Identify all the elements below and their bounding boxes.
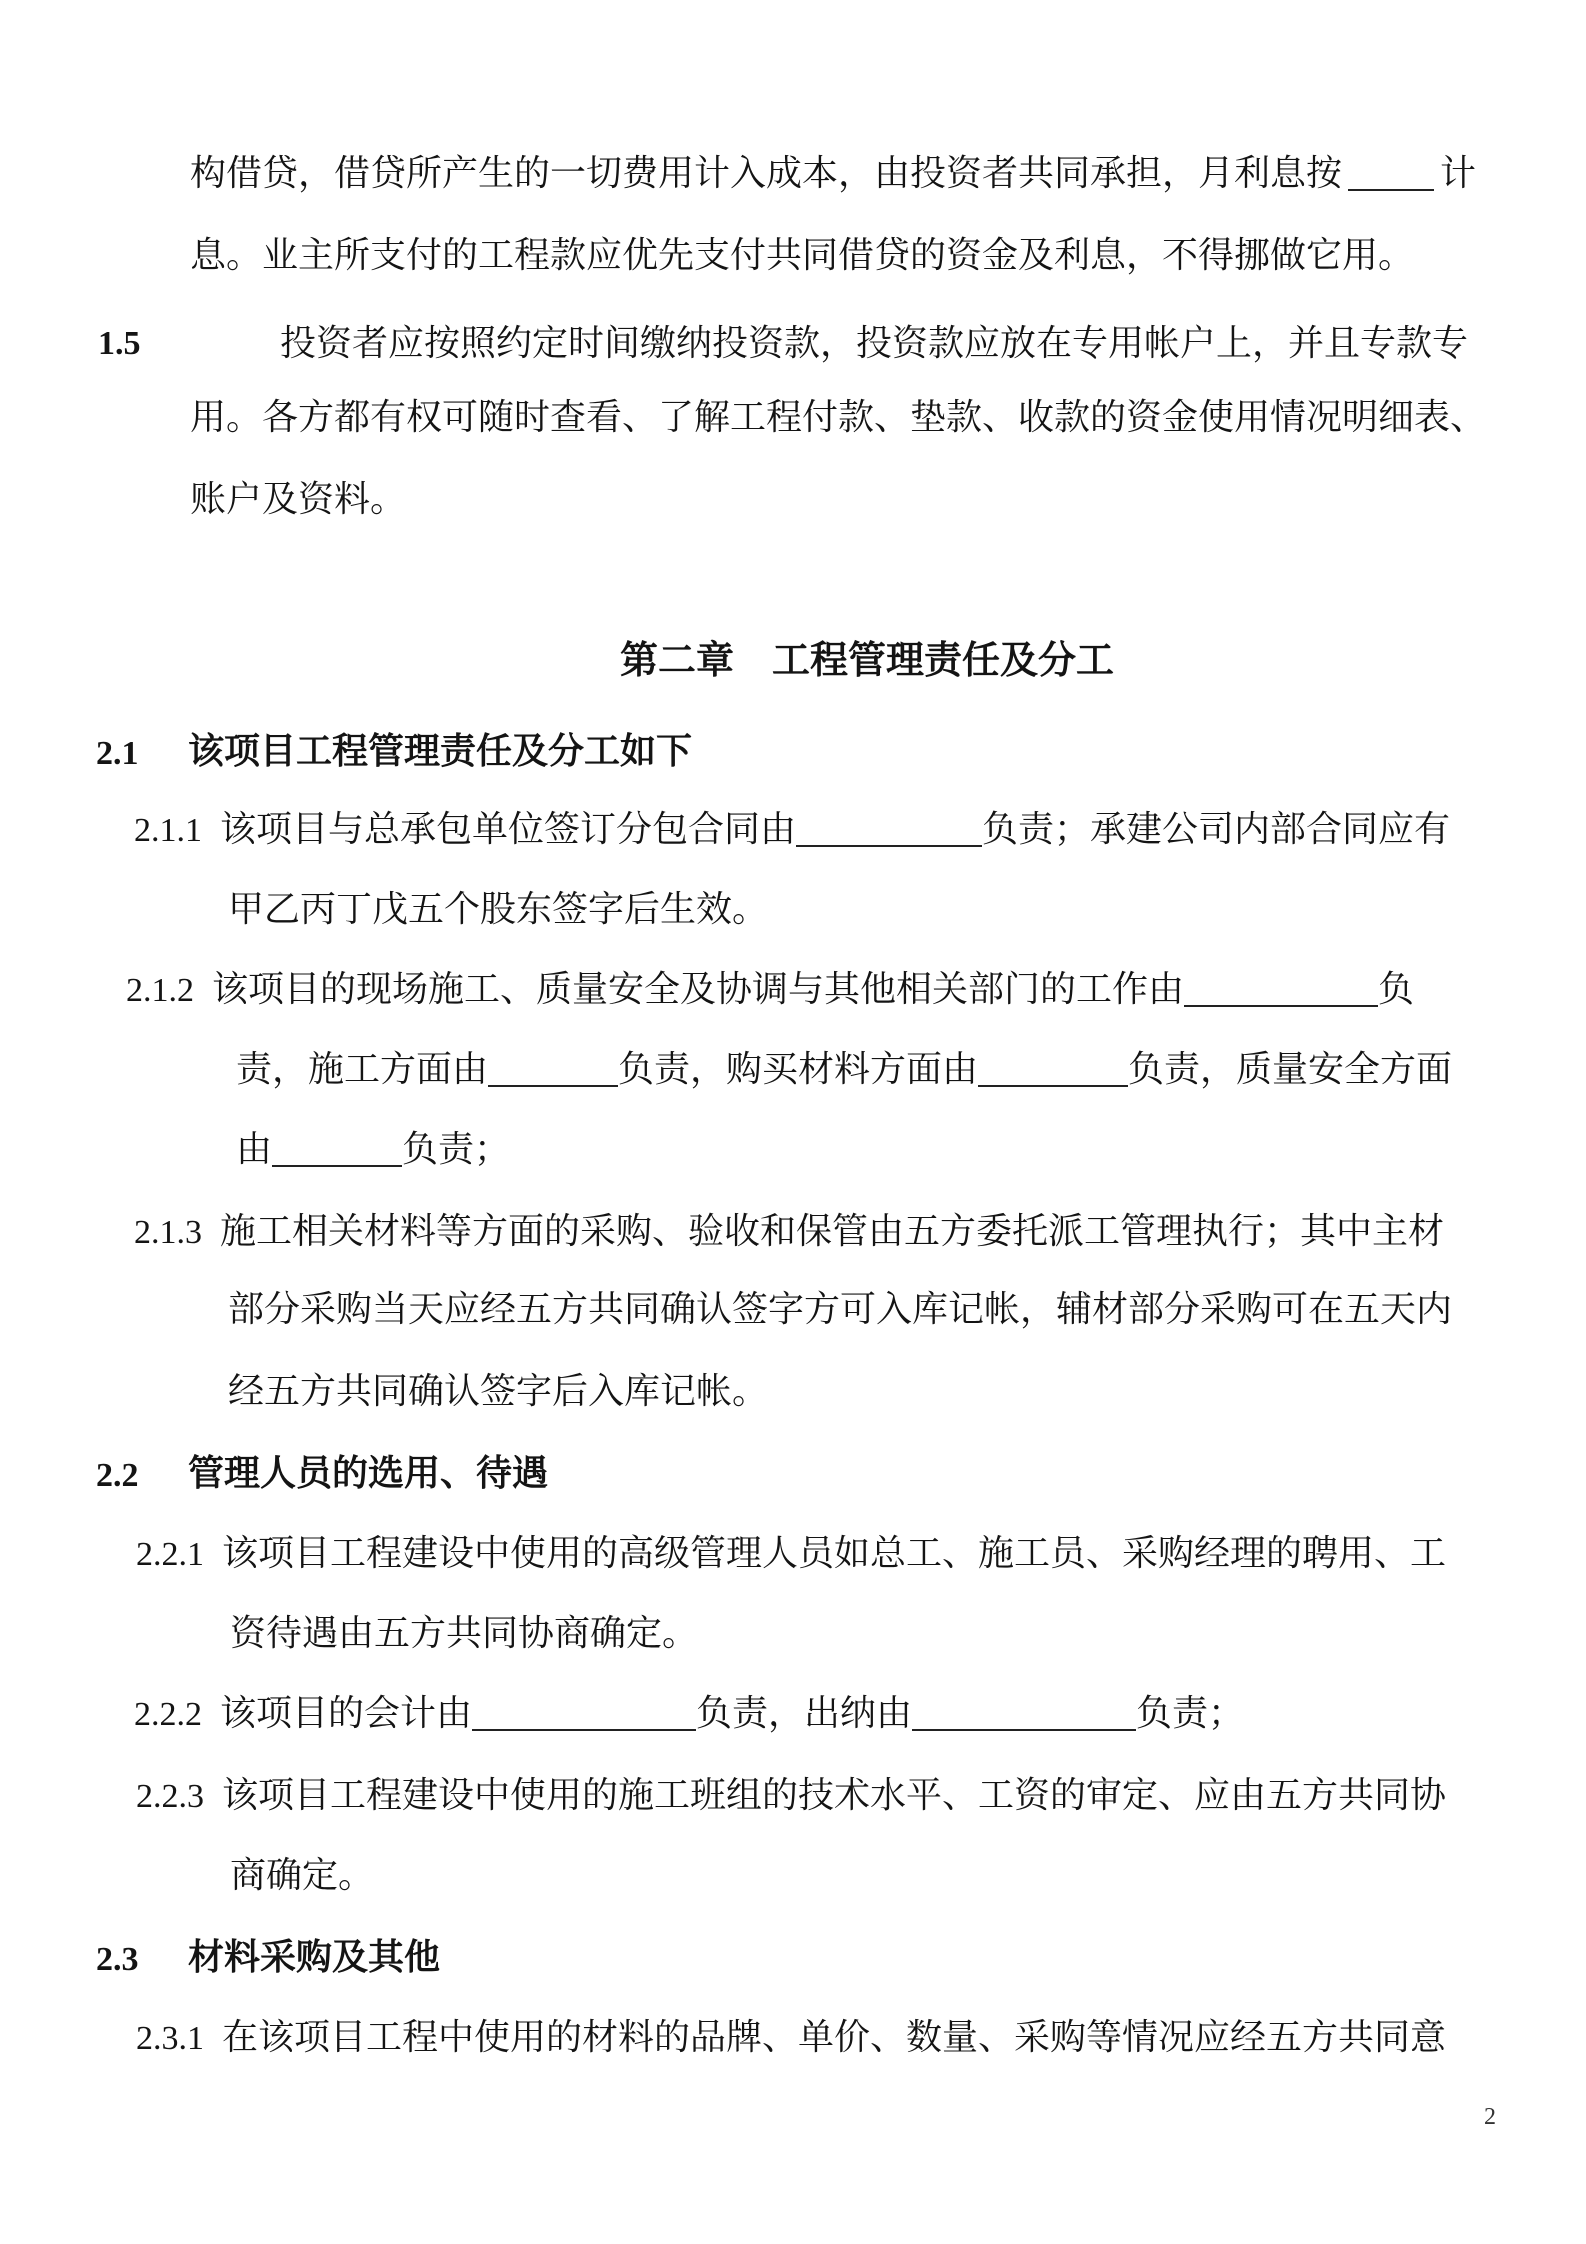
item-number: 2.1.1	[134, 812, 202, 849]
item-number: 2.2.3	[136, 1778, 204, 1815]
paragraph-line: 商确定。	[230, 1855, 375, 1896]
text-line: 由	[236, 1129, 273, 1170]
text-line: 该项目与总承包单位签订分包合同由	[220, 809, 797, 850]
paragraph-line	[136, 1776, 1446, 1817]
page-number: 2	[1484, 2104, 1496, 2130]
text-line: 负责，质量安全方面	[1128, 1049, 1453, 1090]
item-number: 2.1.3	[134, 1214, 202, 1251]
text-line: 责，施工方面由	[236, 1049, 489, 1090]
chapter-heading: 第二章 工程管理责任及分工	[620, 638, 1115, 682]
text-line: 负责，出纳由	[696, 1693, 913, 1734]
text-line: 构借贷，借贷所产生的一切费用计入成本，由投资者共同承担，月利息按	[190, 153, 1343, 194]
section-heading: 材料采购及其他	[188, 1937, 441, 1978]
item-number: 2.2.2	[134, 1696, 202, 1733]
text-line: 该项目工程建设中使用的施工班组的技术水平、工资的审定、应由五方共同协	[222, 1775, 1447, 1816]
paragraph-line	[190, 154, 1476, 194]
fill-in-blank	[1184, 971, 1378, 1007]
paragraph-line	[136, 2018, 1446, 2059]
text-line: 负责；	[402, 1129, 511, 1170]
fill-in-blank	[272, 1131, 402, 1167]
section-number: 2.2	[96, 1457, 139, 1494]
text-line: 负责，购买材料方面由	[618, 1049, 979, 1090]
fill-in-blank	[488, 1051, 618, 1087]
text-line: 该项目的现场施工、质量安全及协调与其他相关部门的工作由	[212, 969, 1185, 1010]
paragraph-line: 账户及资料。	[190, 479, 407, 520]
paragraph-line: 用。各方都有权可随时查看、了解工程付款、垫款、收款的资金使用情况明细表、	[190, 397, 1487, 438]
fill-in-blank	[1348, 155, 1434, 191]
fill-in-blank	[472, 1695, 696, 1731]
item-number: 2.3.1	[136, 2020, 204, 2057]
text-line: 该项目工程建设中使用的高级管理人员如总工、施工员、采购经理的聘用、工	[222, 1533, 1447, 1574]
paragraph-line: 投资者应按照约定时间缴纳投资款，投资款应放在专用帐户上，并且专款专	[280, 323, 1469, 364]
paragraph-line	[236, 1130, 510, 1170]
paragraph-line	[134, 810, 1450, 851]
text-line: 施工相关材料等方面的采购、验收和保管由五方委托派工管理执行；其中主材	[220, 1211, 1445, 1252]
paragraph-line	[134, 1694, 1244, 1735]
text-line: 负责；承建公司内部合同应有	[982, 809, 1451, 850]
text-line: 该项目的会计由	[220, 1693, 473, 1734]
paragraph-line	[126, 970, 1414, 1011]
paragraph-line: 甲乙丙丁戊五个股东签字后生效。	[228, 889, 769, 930]
text-line: 负责；	[1136, 1693, 1245, 1734]
paragraph-line	[236, 1050, 1452, 1090]
paragraph-line: 部分采购当天应经五方共同确认签字方可入库记帐，辅材部分采购可在五天内	[228, 1289, 1453, 1330]
section-number: 1.5	[98, 325, 141, 362]
section-heading: 该项目工程管理责任及分工如下	[188, 731, 693, 772]
paragraph-line	[136, 1534, 1446, 1575]
paragraph-line: 息。业主所支付的工程款应优先支付共同借贷的资金及利息，不得挪做它用。	[190, 235, 1415, 276]
text-line: 计	[1440, 153, 1477, 194]
section-number: 2.1	[96, 735, 139, 772]
paragraph-line: 经五方共同确认签字后入库记帐。	[228, 1371, 769, 1412]
fill-in-blank	[796, 811, 982, 847]
fill-in-blank	[912, 1695, 1136, 1731]
fill-in-blank	[978, 1051, 1128, 1087]
text-line: 负	[1378, 969, 1415, 1010]
paragraph-line	[134, 1212, 1444, 1253]
text-line: 在该项目工程中使用的材料的品牌、单价、数量、采购等情况应经五方共同意	[222, 2017, 1447, 2058]
section-heading: 管理人员的选用、待遇	[188, 1453, 549, 1494]
section-number: 2.3	[96, 1941, 139, 1978]
paragraph-line: 资待遇由五方共同协商确定。	[230, 1613, 699, 1654]
item-number: 2.1.2	[126, 972, 194, 1009]
item-number: 2.2.1	[136, 1536, 204, 1573]
